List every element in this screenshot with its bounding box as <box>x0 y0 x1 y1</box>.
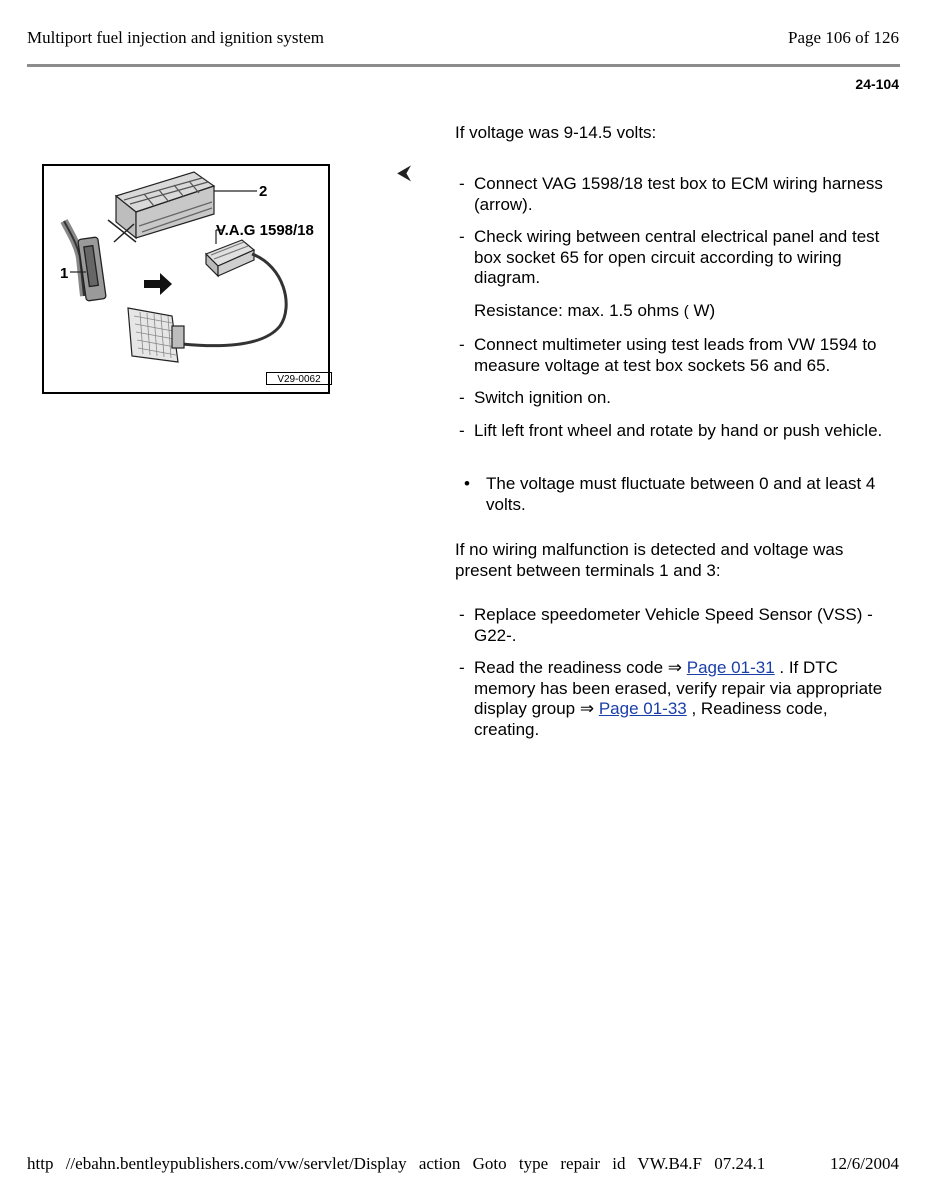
test-box <box>128 308 184 362</box>
readiness-text-mid: . If DTC memory has been erased, verify repair via appropriate display group <box>474 658 883 718</box>
bullet-text: The voltage must fluctuate between 0 and at least 4 volts. <box>486 474 876 514</box>
link-page-01-31[interactable]: Page 01-31 <box>686 658 775 677</box>
figure-reference-code: V29-0062 <box>266 372 332 385</box>
bullet-icon: • <box>464 474 470 493</box>
step-text: Replace speedometer Vehicle Speed Sensor (VSS) -G22-. <box>474 605 873 645</box>
resistance-unit: W) <box>693 301 716 320</box>
callout-vag-tool: V.A.G 1598/18 <box>216 222 314 239</box>
step-text: Check wiring between central electrical panel and test box socket 65 for open circuit according to wiring diagram. <box>474 227 880 287</box>
harness-connector <box>64 221 106 301</box>
arrow-icon: ⇒ <box>579 699 595 718</box>
step-text: Switch ignition on. <box>474 388 612 407</box>
print-date: 12/6/2004 <box>830 1154 899 1173</box>
document-title: Multiport fuel injection and ignition system <box>27 28 324 47</box>
illustration-ecm-test-box <box>42 164 330 394</box>
figure-pointer-icon: ⮜ <box>397 162 412 184</box>
intro-paragraph: If voltage was 9-14.5 volts: <box>455 123 657 142</box>
readiness-text-pre: Read the readiness code <box>474 658 664 677</box>
source-url: http //ebahn.bentleypublishers.com/vw/servlet/Display action Goto type repair id VW.B4.F 07.24.1 <box>27 1154 766 1173</box>
ecm-unit <box>116 172 214 238</box>
no-malfunction-paragraph: If no wiring malfunction is detected and voltage was present between terminals 1 and 3: <box>455 540 844 580</box>
section-number: 24-104 <box>855 76 899 92</box>
wiring-illustration <box>44 166 328 392</box>
header-divider <box>27 64 900 67</box>
readiness-text-post: , Readiness code, creating. <box>474 699 828 739</box>
step-text: Lift left front wheel and rotate by hand or push vehicle. <box>474 421 883 440</box>
callout-2: 2 <box>259 183 268 200</box>
vag-connector <box>206 240 254 276</box>
step-text: Connect multimeter using test leads from VW 1594 to measure voltage at test box sockets 56 and 65. <box>474 335 877 375</box>
link-page-01-33[interactable]: Page 01-33 <box>598 699 687 718</box>
page-counter: Page 106 of 126 <box>788 28 899 47</box>
resistance-label: Resistance: max. 1.5 ohms <box>474 301 680 320</box>
callout-1: 1 <box>60 265 69 282</box>
step-text: Connect VAG 1598/18 test box to ECM wiring harness (arrow). <box>474 174 883 214</box>
ohm-symbol: ( <box>683 303 689 320</box>
direction-arrow <box>144 273 172 295</box>
arrow-icon: ⇒ <box>667 658 683 677</box>
